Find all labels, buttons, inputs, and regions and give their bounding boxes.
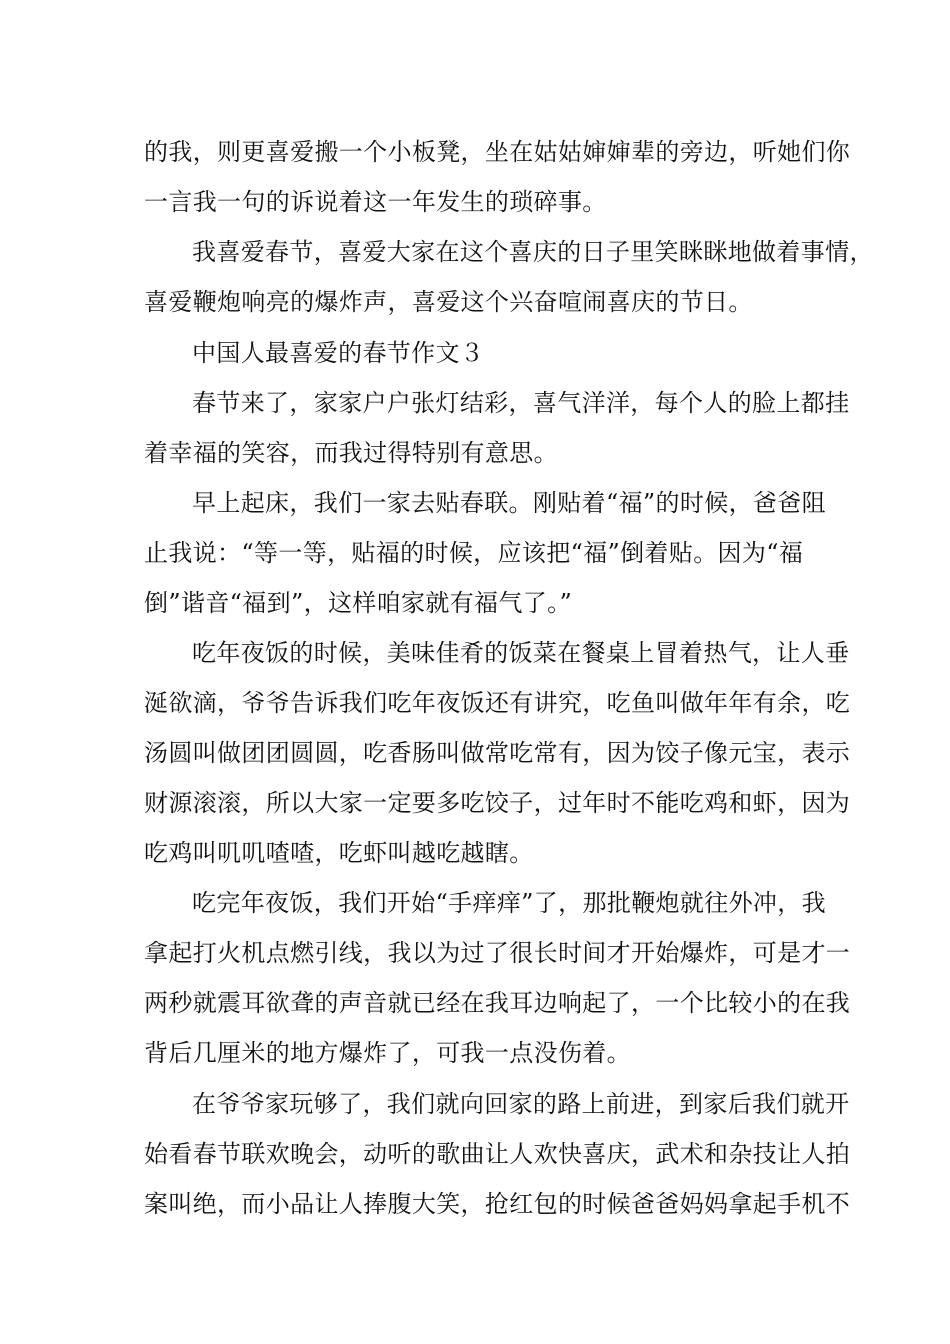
paragraph-first-line: 在爷爷家玩够了，我们就向回家的路上前进，到家后我们就开 xyxy=(192,1090,850,1118)
text-line: 一言我一句的诉说着这一年发生的琐碎事。 xyxy=(144,188,607,216)
text-line: 两秒就震耳欲聋的声音就已经在我耳边响起了，一个比较小的在我 xyxy=(144,989,851,1017)
text-line: 始看春节联欢晚会，动听的歌曲让人欢快喜庆，武术和杂技让人拍 xyxy=(144,1140,851,1168)
text-line: 背后几厘米的地方爆炸了，可我一点没伤着。 xyxy=(144,1039,631,1067)
paragraph-first-line: 吃完年夜饭，我们开始“手痒痒”了，那批鞭炮就往外冲，我 xyxy=(192,889,826,917)
text-line: 案叫绝，而小品让人捧腹大笑，抢红包的时候爸爸妈妈拿起手机不 xyxy=(144,1190,851,1218)
text-line: 涎欲滴，爷爷告诉我们吃年夜饭还有讲究，吃鱼叫做年年有余，吃 xyxy=(144,689,851,717)
text-line: 止我说：“等一等，贴福的时候，应该把“福”倒着贴。因为“福 xyxy=(144,539,804,567)
paragraph-first-line: 春节来了，家家户户张灯结彩，喜气洋洋，每个人的脸上都挂 xyxy=(192,389,850,417)
paragraph-first-line: 早上起床，我们一家去贴春联。刚贴着“福”的时候，爸爸阻 xyxy=(192,489,826,517)
text-line: 喜爱鞭炮响亮的爆炸声，喜爱这个兴奋喧闹喜庆的节日。 xyxy=(144,288,753,316)
section-heading: 中国人最喜爱的春节作文３ xyxy=(192,339,485,367)
paragraph-first-line: 我喜爱春节，喜爱大家在这个喜庆的日子里笑眯眯地做着事情， xyxy=(192,238,874,266)
text-line: 财源滚滚，所以大家一定要多吃饺子，过年时不能吃鸡和虾，因为 xyxy=(144,789,851,817)
text-line: 汤圆叫做团团圆圆，吃香肠叫做常吃常有，因为饺子像元宝，表示 xyxy=(144,739,851,767)
text-line: 拿起打火机点燃引线，我以为过了很长时间才开始爆炸，可是才一 xyxy=(144,939,851,967)
paragraph-first-line: 吃年夜饭的时候，美味佳肴的饭菜在餐桌上冒着热气，让人垂 xyxy=(192,639,850,667)
text-line: 着幸福的笑容，而我过得特别有意思。 xyxy=(144,439,558,467)
text-line: 的我，则更喜爱搬一个小板凳，坐在姑姑婶婶辈的旁边，听她们你 xyxy=(144,138,851,166)
text-line: 吃鸡叫叽叽喳喳，吃虾叫越吃越瞎。 xyxy=(144,839,534,867)
text-line: 倒”谐音“福到”，这样咱家就有福气了。” xyxy=(144,589,573,617)
